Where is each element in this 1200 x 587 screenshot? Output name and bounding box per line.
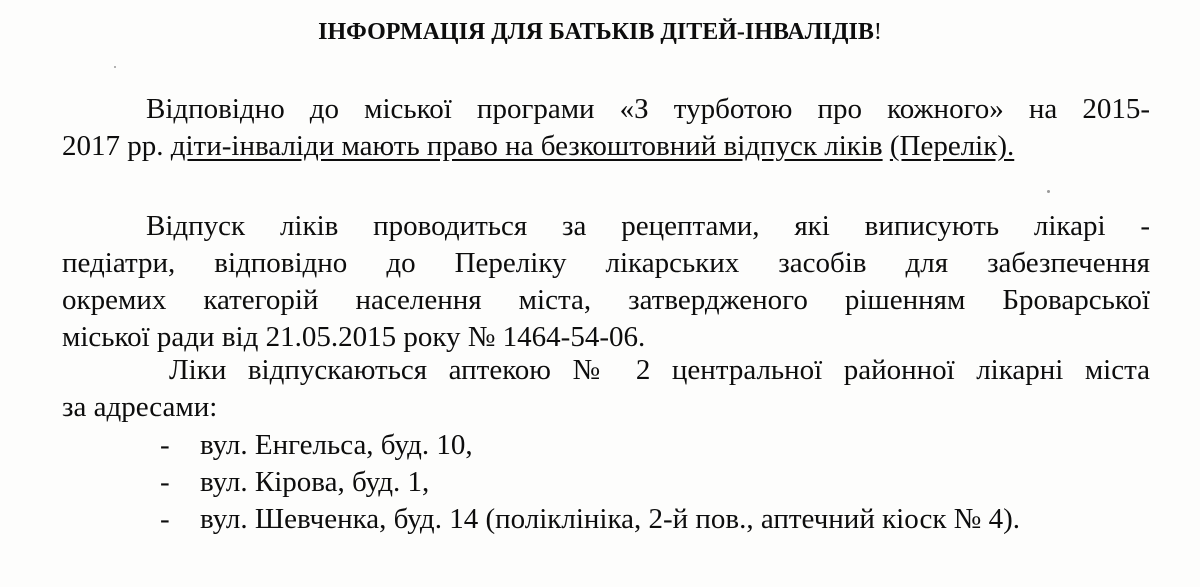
program-paragraph [62,91,1150,165]
program-years: 2017 рр. [62,130,171,162]
scan-speck [1047,190,1050,193]
scan-speck [114,66,116,68]
pharmacy-paragraph [62,352,1150,426]
dispensing-line-1: Відпуск ліків проводиться за рецептами, які виписують лікарі - [146,210,1150,242]
address-text: вул. Енгельса, буд. 10, [200,429,473,461]
program-line-2 [62,128,1150,165]
address-text: вул. Кірова, буд. 1, [200,466,430,498]
dispensing-line-3: окремих категорій населення міста, затвердженого рішенням Броварської [62,284,1150,316]
list-dash: - [160,503,170,535]
document-title [0,16,1200,48]
address-list [160,427,1020,538]
program-line-1: Відповідно до міської програми «З турботою про кожного» на 2015- [146,93,1150,125]
title-exclamation: ! [873,19,882,45]
dispensing-line-2: педіатри, відповідно до Переліку лікарських засобів для забезпечення [62,247,1150,279]
list-dash: - [160,466,170,498]
list-link[interactable]: (Перелік). [889,130,1015,162]
list-item [160,501,1020,538]
title-text: ІНФОРМАЦІЯ ДЛЯ БАТЬКІВ ДІТЕЙ-ІНВАЛІДІВ [318,19,874,45]
list-item [160,427,1020,464]
list-item [160,464,1020,501]
rights-statement: діти-інваліди мають право на безкоштовний відпуск ліків [170,130,883,162]
space [883,130,890,162]
dispensing-paragraph [62,208,1150,356]
pharmacy-line-2: за адресами: [62,391,218,423]
dispensing-line-4: міської ради від 21.05.2015 року № 1464-54-06. [62,321,646,353]
pharmacy-line-1: Ліки відпускаються аптекою № 2 центральної районної лікарні міста [169,354,1150,386]
address-text: вул. Шевченка, буд. 14 (поліклініка, 2-й пов., аптечний кіоск № 4). [200,503,1021,535]
list-dash: - [160,429,170,461]
